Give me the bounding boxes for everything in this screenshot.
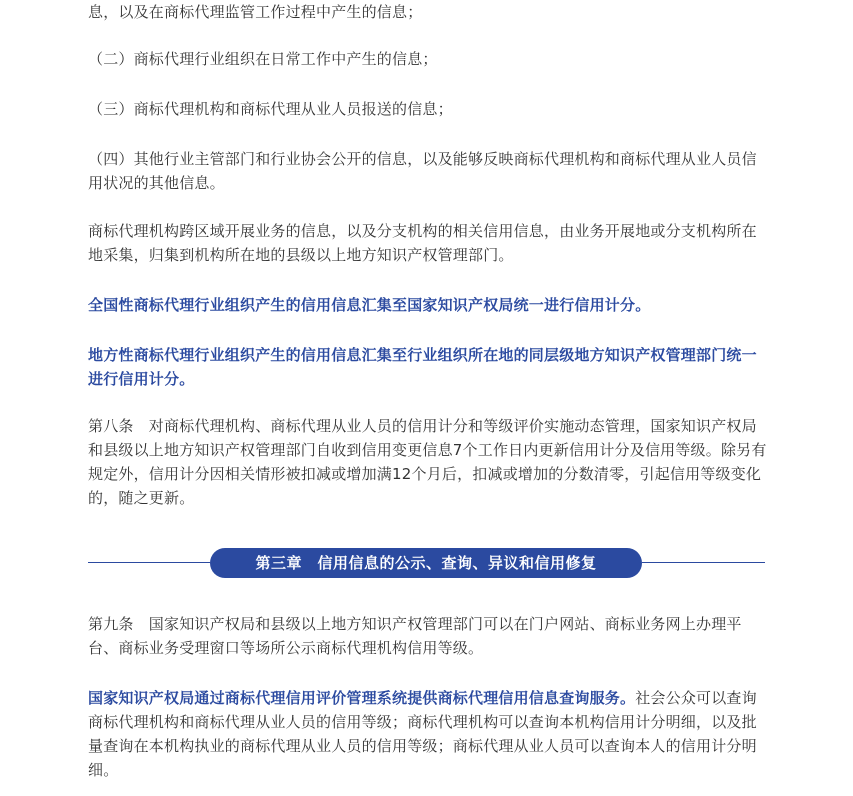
- query-service-highlight: 国家知识产权局通过商标代理信用评价管理系统提供商标代理信用信息查询服务。: [88, 689, 636, 707]
- paragraph-item-3: （三）商标代理机构和商标代理从业人员报送的信息；: [88, 100, 453, 118]
- paragraph-item-2: （二）商标代理行业组织在日常工作中产生的信息；: [88, 50, 438, 68]
- paragraph-local-org: 地方性商标代理行业组织产生的信用信息汇集至行业组织所在地的同层级地方知识产权管理部门统一进行信用计分。: [88, 346, 757, 388]
- paragraph-national-org: 全国性商标代理行业组织产生的信用信息汇集至国家知识产权局统一进行信用计分。: [88, 296, 651, 314]
- divider-right: [642, 562, 765, 563]
- query-service-details: 社会公众可以查询商标代理机构和商标代理从业人员的信用等级；商标代理机构可以查询本机构信用计分明细，以及批量查询在本机构执业的商标代理从业人员的信用等级；商标代理从业人员可以查询本人的信用计分明细。: [88, 689, 757, 779]
- divider-left: [88, 562, 210, 563]
- article-9: 第九条 国家知识产权局和县级以上地方知识产权管理部门可以在门户网站、商标业务网上办理平台、商标业务受理窗口等场所公示商标代理机构信用等级。: [88, 615, 742, 657]
- chapter-heading-banner: 第三章 信用信息的公示、查询、异议和信用修复: [210, 548, 642, 578]
- article-8: 第八条 对商标代理机构、商标代理从业人员的信用计分和等级评价实施动态管理，国家知识产权局和县级以上地方知识产权管理部门自收到信用变更信息7个工作日内更新信用计分及信用等级。除另有规定外，信用计分因相关情形被扣减或增加满12个月后，扣减或增加的分数清零，引起信用等级变化的，随之更新。: [88, 417, 767, 507]
- paragraph-item-4: （四）其他行业主管部门和行业协会公开的信息，以及能够反映商标代理机构和商标代理从业人员信用状况的其他信息。: [88, 150, 757, 192]
- paragraph-cross-region: 商标代理机构跨区域开展业务的信息，以及分支机构的相关信用信息，由业务开展地或分支机构所在地采集，归集到机构所在地的县级以上地方知识产权管理部门。: [88, 222, 757, 264]
- paragraph-query-service: [88, 686, 768, 782]
- paragraph-continuation: 息，以及在商标代理监管工作过程中产生的信息；: [88, 3, 423, 21]
